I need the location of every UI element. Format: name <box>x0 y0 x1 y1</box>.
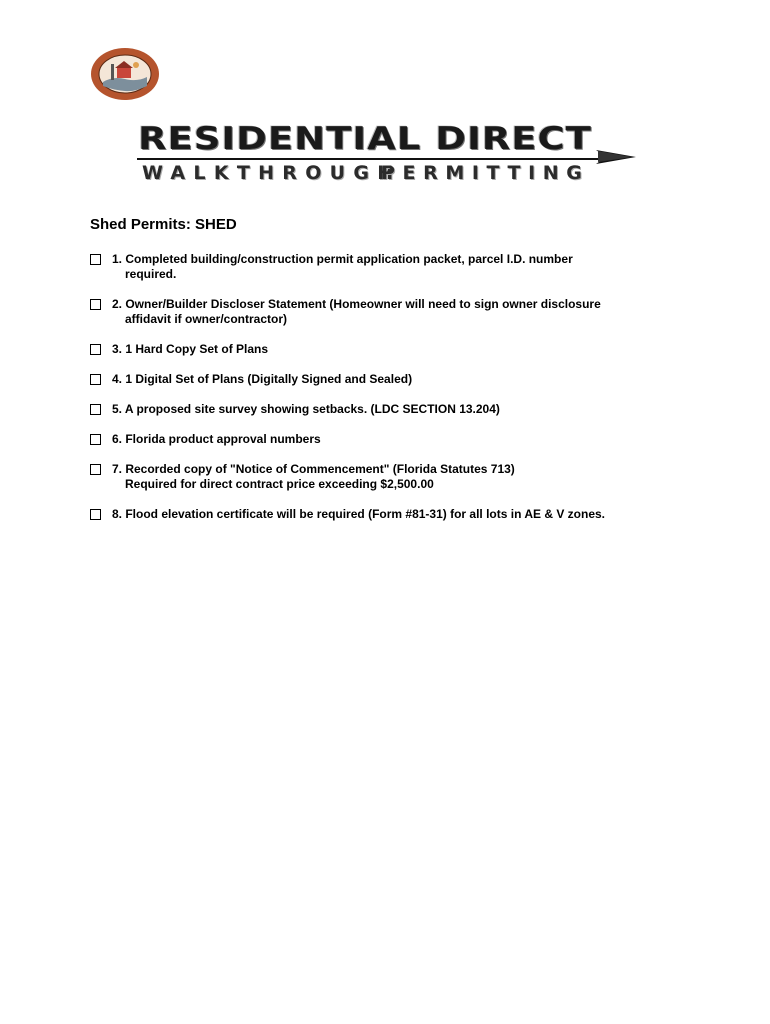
checklist-item <box>90 462 650 492</box>
item-text-continued: Required for direct contract price exceeding $2,500.00 <box>125 477 434 491</box>
requirements-checklist <box>90 252 650 522</box>
banner-subtitle-permitting: PERMITTING <box>381 162 590 184</box>
checklist-item <box>90 297 650 327</box>
item-text: 4. 1 Digital Set of Plans (Digitally Signed and Sealed) <box>112 372 413 386</box>
checkbox[interactable] <box>90 509 101 520</box>
checklist-item <box>90 432 650 447</box>
item-text: 3. 1 Hard Copy Set of Plans <box>112 342 269 356</box>
checklist-item <box>90 402 650 417</box>
item-text: 5. A proposed site survey showing setbacks. (LDC SECTION 13.204) <box>112 402 500 416</box>
checklist-item <box>90 507 650 522</box>
item-text: 1. Completed building/construction permit application packet, parcel I.D. number <box>112 252 573 266</box>
checkbox[interactable] <box>90 434 101 445</box>
checkbox[interactable] <box>90 299 101 310</box>
item-text-continued: affidavit if owner/contractor) <box>125 312 288 326</box>
residential-direct-banner <box>134 120 639 192</box>
item-text: 2. Owner/Builder Discloser Statement (Homeowner will need to sign owner disclosure <box>112 297 601 311</box>
checkbox[interactable] <box>90 464 101 475</box>
checkbox[interactable] <box>90 404 101 415</box>
item-text: 7. Recorded copy of "Notice of Commencement" (Florida Statutes 713) <box>112 462 515 476</box>
item-text-continued: required. <box>125 267 177 281</box>
checkbox[interactable] <box>90 344 101 355</box>
checkbox[interactable] <box>90 254 101 265</box>
page-title: Shed Permits: SHED <box>90 216 237 233</box>
item-text: 8. Flood elevation certificate will be required (Form #81-31) for all lots in AE & V zones. <box>112 507 606 521</box>
banner-subtitle-walkthrough: WALKTHROUGH <box>142 162 402 184</box>
checklist-item <box>90 252 650 282</box>
county-seal-logo <box>89 46 161 102</box>
checklist-item <box>90 342 650 357</box>
item-text: 6. Florida product approval numbers <box>112 432 321 446</box>
checklist-item <box>90 372 650 387</box>
banner-title: RESIDENTIAL DIRECT <box>138 120 592 157</box>
checkbox[interactable] <box>90 374 101 385</box>
